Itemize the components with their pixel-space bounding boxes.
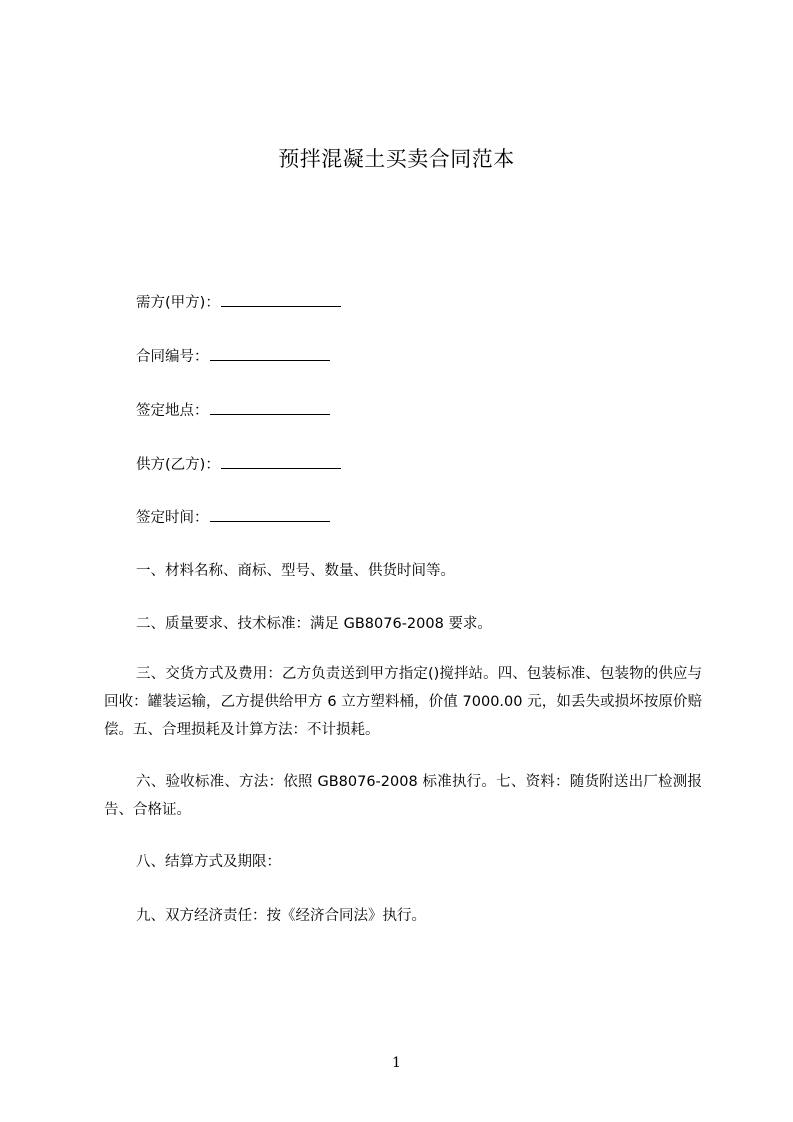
clause-8: 八、结算方式及期限： bbox=[136, 854, 281, 870]
field-supplier bbox=[136, 453, 341, 474]
field-signing-place-label: 签定地点： bbox=[136, 403, 209, 419]
field-supplier-label: 供方(乙方)： bbox=[136, 457, 220, 473]
field-contract-number-blank bbox=[210, 346, 330, 361]
clause-2: 二、质量要求、技术标准：满足 GB8076-2008 要求。 bbox=[136, 616, 492, 632]
field-signing-time bbox=[136, 506, 330, 527]
page-number: 1 bbox=[392, 1055, 401, 1071]
field-buyer-blank bbox=[221, 292, 341, 307]
field-signing-time-label: 签定时间： bbox=[136, 510, 209, 526]
field-contract-number bbox=[136, 345, 330, 366]
field-signing-place-blank bbox=[210, 400, 330, 415]
clause-1: 一、材料名称、商标、型号、数量、供货时间等。 bbox=[136, 563, 455, 579]
clause-9: 九、双方经济责任：按《经济合同法》执行。 bbox=[136, 908, 426, 924]
field-signing-place bbox=[136, 399, 330, 420]
clause-6-7: 六、验收标准、方法：依照 GB8076-2008 标准执行。七、资料：随货附送出厂检测报告、合格证。 bbox=[104, 774, 702, 818]
document-title: 预拌混凝土买卖合同范本 bbox=[278, 147, 515, 171]
field-contract-number-label: 合同编号： bbox=[136, 349, 209, 365]
clause-3-5: 三、交货方式及费用：乙方负责送到甲方指定()搅拌站。四、包装标准、包装物的供应与回收：罐装运输，乙方提供给甲方 6 立方塑料桶，价值 7000.00 元，如丢失或损坏按原价赔偿。五、合理损耗及计算方法：不计损耗。 bbox=[104, 666, 702, 738]
field-buyer bbox=[136, 291, 341, 312]
field-buyer-label: 需方(甲方)： bbox=[136, 295, 220, 311]
field-signing-time-blank bbox=[210, 507, 330, 522]
field-supplier-blank bbox=[221, 454, 341, 469]
